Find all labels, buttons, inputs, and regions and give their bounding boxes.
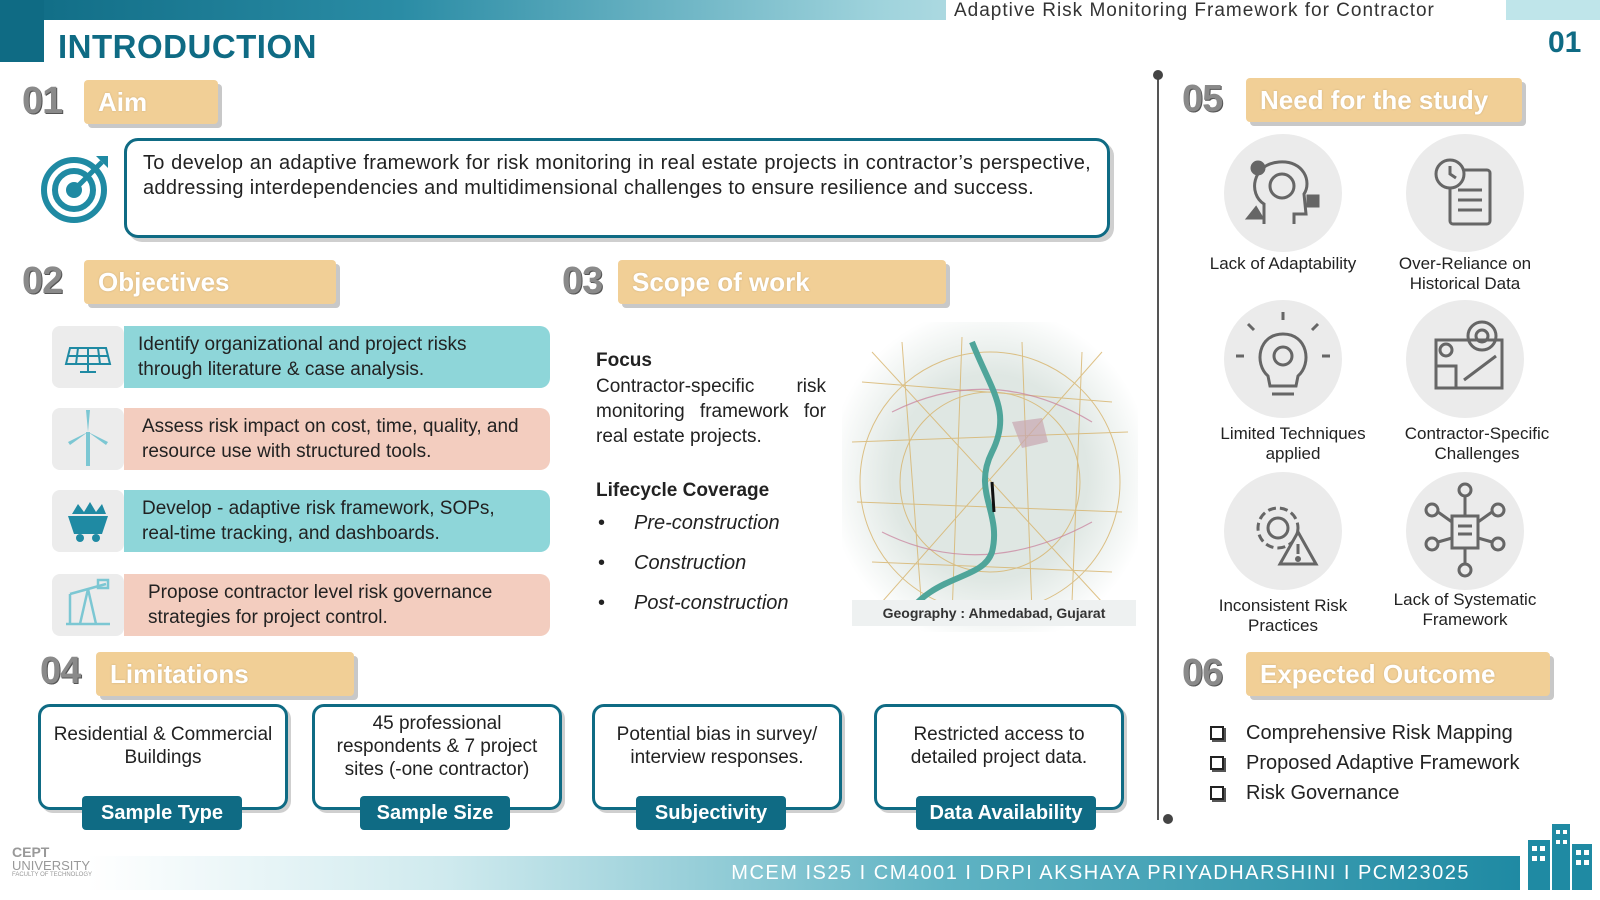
lifecycle-item: Post-construction (634, 592, 789, 614)
outcome-item (1210, 718, 1513, 748)
checkbox-icon (1210, 756, 1224, 770)
limitations-number: 04 (40, 650, 81, 692)
footer-bar: MCEM IS25 I CM4001 I DRPI AKSHAYA PRIYADHARSHINI I PCM23025 (88, 856, 1520, 890)
outcome-label: Proposed Adaptive Framework (1246, 752, 1520, 774)
vertical-divider (1157, 76, 1159, 820)
objective-item: Develop - adaptive risk framework, SOPs, real-time tracking, and dashboards. (124, 490, 550, 552)
buildings-icon (1524, 820, 1594, 895)
limitations-heading: Limitations (96, 652, 354, 696)
need-label: Contractor-Specific Challenges (1404, 424, 1550, 463)
limitation-box: 45 professional respondents & 7 project sites (-one contractor) (312, 704, 562, 810)
bullet: • (598, 552, 606, 574)
logo-line3: FACULTY OF TECHNOLOGY (12, 872, 93, 878)
outcome-label: Risk Governance (1246, 782, 1400, 804)
need-label: Lack of Adaptability (1209, 254, 1357, 273)
wind-turbine-icon (52, 408, 124, 470)
focus-text: Contractor-specific risk monitoring framework for real estate projects. (596, 376, 826, 447)
limitation-tag: Sample Size (360, 796, 510, 830)
target-icon (40, 152, 112, 229)
divider-dot-bottom (1163, 814, 1173, 824)
objective-item: Identify organizational and project risks through literature & case analysis. (124, 326, 550, 388)
outcome-item (1210, 778, 1399, 808)
header-right-bar (1500, 0, 1600, 20)
lifecycle-item: Pre-construction (634, 512, 780, 534)
network-framework-icon (1406, 472, 1524, 590)
solar-panel-icon (52, 326, 124, 388)
aim-heading: Aim (84, 80, 218, 124)
mining-cart-icon (52, 490, 124, 552)
map-caption: Geography : Ahmedabad, Gujarat (852, 600, 1136, 626)
head-gears-icon (1224, 134, 1342, 252)
lightbulb-gear-icon (1224, 300, 1342, 418)
divider-dot-top (1153, 70, 1163, 80)
need-label: Lack of Systematic Framework (1393, 590, 1537, 629)
aim-text-box: To develop an adaptive framework for risk monitoring in real estate projects in contractor’s perspective, addressing interdependencies and multidimensional challenges to ensure resilience and success. (124, 138, 1110, 238)
bullet: • (598, 512, 606, 534)
lifecycle-item: Construction (634, 552, 747, 574)
scope-heading: Scope of work (618, 260, 946, 304)
section-title: INTRODUCTION (58, 28, 317, 65)
lifecycle-title: Lifecycle Coverage (596, 480, 770, 501)
page-number: 01 (1548, 26, 1582, 59)
need-number: 05 (1182, 78, 1223, 120)
framework-title: Adaptive Risk Monitoring Framework for Contractor (946, 0, 1506, 22)
header-accent-block (0, 0, 44, 62)
outcome-item (1210, 748, 1519, 778)
need-label: Limited Techniques applied (1220, 424, 1366, 463)
objectives-heading: Objectives (84, 260, 336, 304)
objectives-number: 02 (22, 260, 63, 302)
need-label: Over-Reliance on Historical Data (1398, 254, 1532, 293)
objective-item: Propose contractor level risk governance strategies for project control. (124, 574, 550, 636)
gear-warning-icon (1224, 472, 1342, 590)
outcome-number: 06 (1182, 652, 1223, 694)
limitation-tag: Sample Type (82, 796, 242, 830)
aim-number: 01 (22, 80, 63, 122)
engineer-gear-icon (1406, 300, 1524, 418)
limitation-tag: Data Availability (916, 796, 1096, 830)
limitation-tag: Subjectivity (636, 796, 786, 830)
oil-pump-icon (52, 574, 124, 636)
logo-line2: UNIVERSITY (12, 858, 91, 873)
need-heading: Need for the study (1246, 78, 1522, 122)
outcome-label: Comprehensive Risk Mapping (1246, 722, 1513, 744)
clock-document-icon (1406, 134, 1524, 252)
scope-number: 03 (562, 260, 603, 302)
focus-title: Focus (596, 350, 652, 371)
logo-line1: CEPT (12, 844, 50, 860)
objective-item: Assess risk impact on cost, time, quality, and resource use with structured tools. (124, 408, 550, 470)
ahmedabad-map (842, 322, 1138, 632)
limitation-box: Residential & Commercial Buildings (38, 704, 288, 810)
checkbox-icon (1210, 786, 1224, 800)
cept-logo (12, 846, 92, 879)
limitation-box: Potential bias in survey/ interview responses. (592, 704, 842, 810)
checkbox-icon (1210, 726, 1224, 740)
need-label: Inconsistent Risk Practices (1218, 596, 1348, 635)
outcome-heading: Expected Outcome (1246, 652, 1550, 696)
limitation-box: Restricted access to detailed project data. (874, 704, 1124, 810)
bullet: • (598, 592, 606, 614)
